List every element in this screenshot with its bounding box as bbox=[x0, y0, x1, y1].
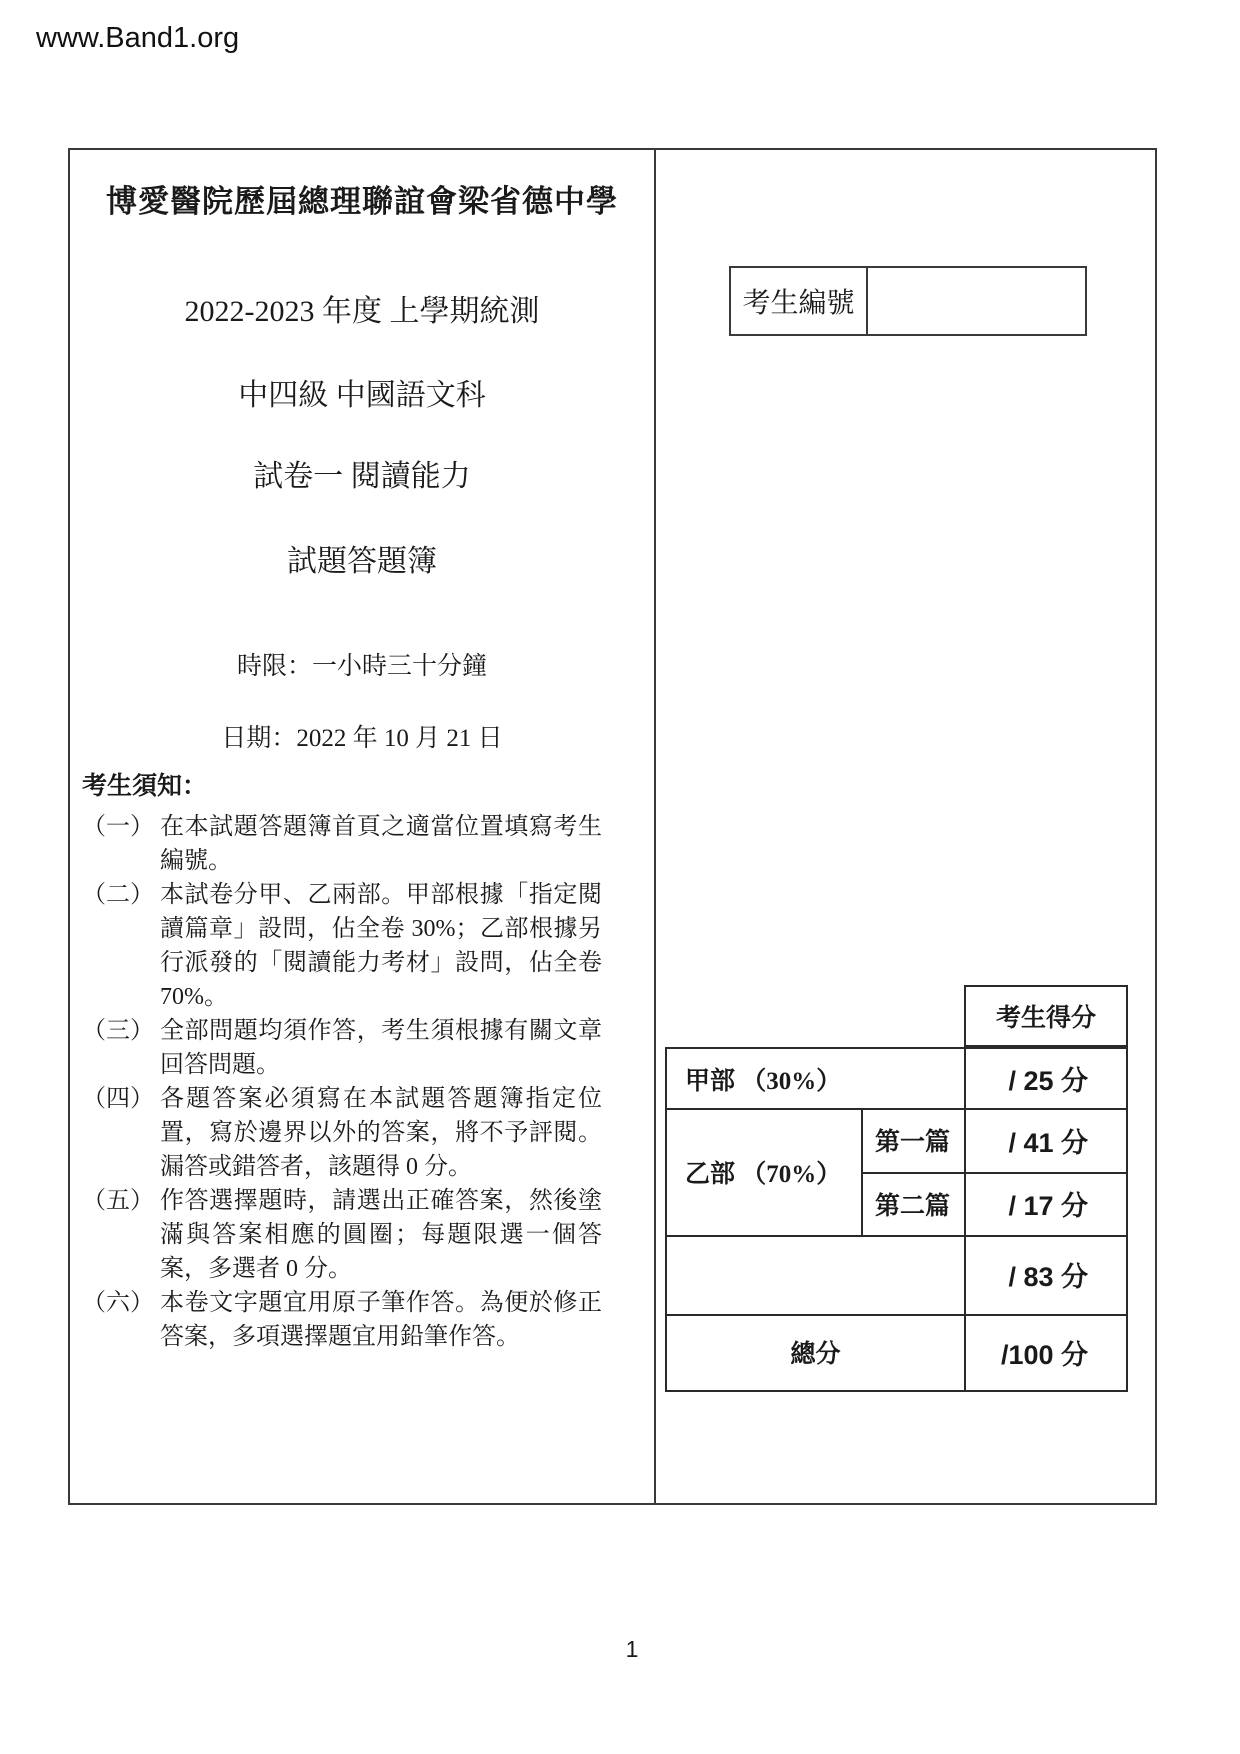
total-label: 總分 bbox=[790, 1341, 841, 1368]
note-number: （一） bbox=[82, 814, 154, 840]
note-item-4 bbox=[82, 1082, 646, 1184]
total-score: /100 分 bbox=[1000, 1339, 1088, 1370]
booklet-title: 試題答題簿 bbox=[287, 545, 437, 578]
column-divider bbox=[654, 150, 656, 1503]
candidate-notes bbox=[82, 766, 646, 1354]
passage-1-score: / 41 分 bbox=[1008, 1127, 1088, 1158]
note-item-1 bbox=[82, 810, 646, 878]
note-number: （三） bbox=[82, 1018, 154, 1044]
note-number: （二） bbox=[82, 882, 154, 908]
note-number: （六） bbox=[82, 1290, 154, 1316]
note-text: 全部問題均須作答，考生須根據有關文章回答問題。 bbox=[160, 1018, 602, 1078]
note-item-6 bbox=[82, 1286, 646, 1354]
exam-cover-sheet bbox=[68, 148, 1157, 1505]
candidate-number-label: 考生編號 bbox=[731, 268, 868, 334]
note-number: （四） bbox=[82, 1086, 154, 1112]
class-subject: 中四級 中國語文科 bbox=[238, 379, 486, 412]
passage-2-score: / 17 分 bbox=[1008, 1191, 1088, 1221]
school-name: 博愛醫院歷屆總理聯誼會梁省德中學 bbox=[106, 184, 618, 219]
note-text: 本試卷分甲、乙兩部。甲部根據「指定閱讀篇章」設問，佔全卷 30%；乙部根據另行派發的「閱讀能力考材」設問，佔全卷 70%。 bbox=[160, 882, 602, 1010]
notes-title: 考生須知： bbox=[82, 773, 208, 800]
score-table-body bbox=[665, 1047, 1128, 1392]
score-header-cell: 考生得分 bbox=[964, 985, 1128, 1047]
part-b-label: 乙部 （70%） bbox=[685, 1160, 842, 1188]
exam-date: 日期：2022 年 10 月 21 日 bbox=[221, 725, 503, 752]
passage-2-label: 第二篇 bbox=[874, 1192, 950, 1220]
note-text: 本卷文字題宜用原子筆作答。為便於修正答案，多項選擇題宜用鉛筆作答。 bbox=[160, 1290, 602, 1350]
time-limit: 時限：一小時三十分鐘 bbox=[236, 653, 487, 680]
site-watermark: www.Band1.org bbox=[36, 22, 240, 54]
note-item-5 bbox=[82, 1184, 646, 1286]
note-text: 在本試題答題簿首頁之適當位置填寫考生編號。 bbox=[160, 814, 602, 874]
part-a-score: / 25 分 bbox=[1008, 1066, 1088, 1096]
note-item-2 bbox=[82, 878, 646, 1014]
note-number: （五） bbox=[82, 1188, 154, 1214]
note-text: 各題答案必須寫在本試題答題簿指定位置，寫於邊界以外的答案，將不予評閱。漏答或錯答者，該題得 0 分。 bbox=[160, 1086, 602, 1180]
note-text: 作答選擇題時，請選出正確答案，然後塗滿與答案相應的圓圈；每題限選一個答案，多選者 0 分。 bbox=[160, 1188, 602, 1282]
note-item-3 bbox=[82, 1014, 646, 1082]
paper-title: 試卷一 閱讀能力 bbox=[253, 460, 471, 493]
candidate-number-field[interactable] bbox=[868, 268, 1085, 334]
part-a-label: 甲部 （30%） bbox=[685, 1067, 842, 1095]
score-table bbox=[665, 985, 1128, 1392]
subtotal-score: / 83 分 bbox=[1008, 1262, 1088, 1292]
page-number: 1 bbox=[625, 1636, 639, 1662]
exam-term: 2022-2023 年度 上學期統測 bbox=[184, 295, 540, 328]
passage-1-label: 第一篇 bbox=[874, 1129, 950, 1156]
candidate-number-box bbox=[729, 266, 1087, 336]
